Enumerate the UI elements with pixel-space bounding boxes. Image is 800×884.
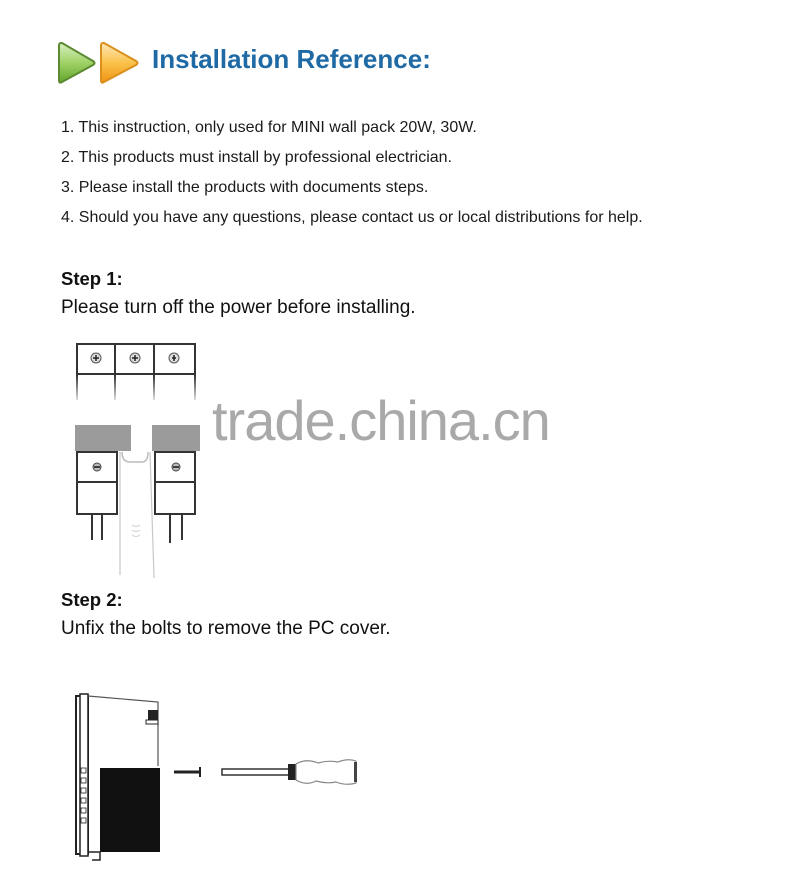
step-1-heading: Step 1:	[61, 268, 123, 289]
note-item: 2. This products must install by professional electrician.	[61, 149, 452, 166]
watermark-text: trade.china.cn	[212, 389, 550, 452]
note-item: 3. Please install the products with documents steps.	[61, 179, 429, 196]
notes-list	[61, 113, 643, 233]
wall-pack-icon	[76, 694, 160, 860]
screwdriver-icon	[222, 760, 357, 785]
page-title: Installation Reference:	[152, 44, 431, 74]
note-item: 1. This instruction, only used for MINI wall pack 20W, 30W.	[61, 119, 477, 136]
circuit-breaker-illustration	[70, 340, 205, 580]
play-arrow-orange-icon	[101, 43, 138, 83]
play-arrow-green-icon	[59, 43, 95, 83]
step-2-text: Unfix the bolts to remove the PC cover.	[61, 618, 391, 639]
screw-icon	[91, 353, 179, 363]
step-1-text: Please turn off the power before installing.	[61, 297, 416, 318]
header-arrow-icons	[57, 40, 141, 86]
wall-pack-screwdriver-illustration	[70, 688, 370, 863]
step-2-heading: Step 2:	[61, 589, 123, 610]
bolt-icon	[174, 767, 200, 777]
note-item: 4. Should you have any questions, please contact us or local distributions for help.	[61, 209, 643, 226]
